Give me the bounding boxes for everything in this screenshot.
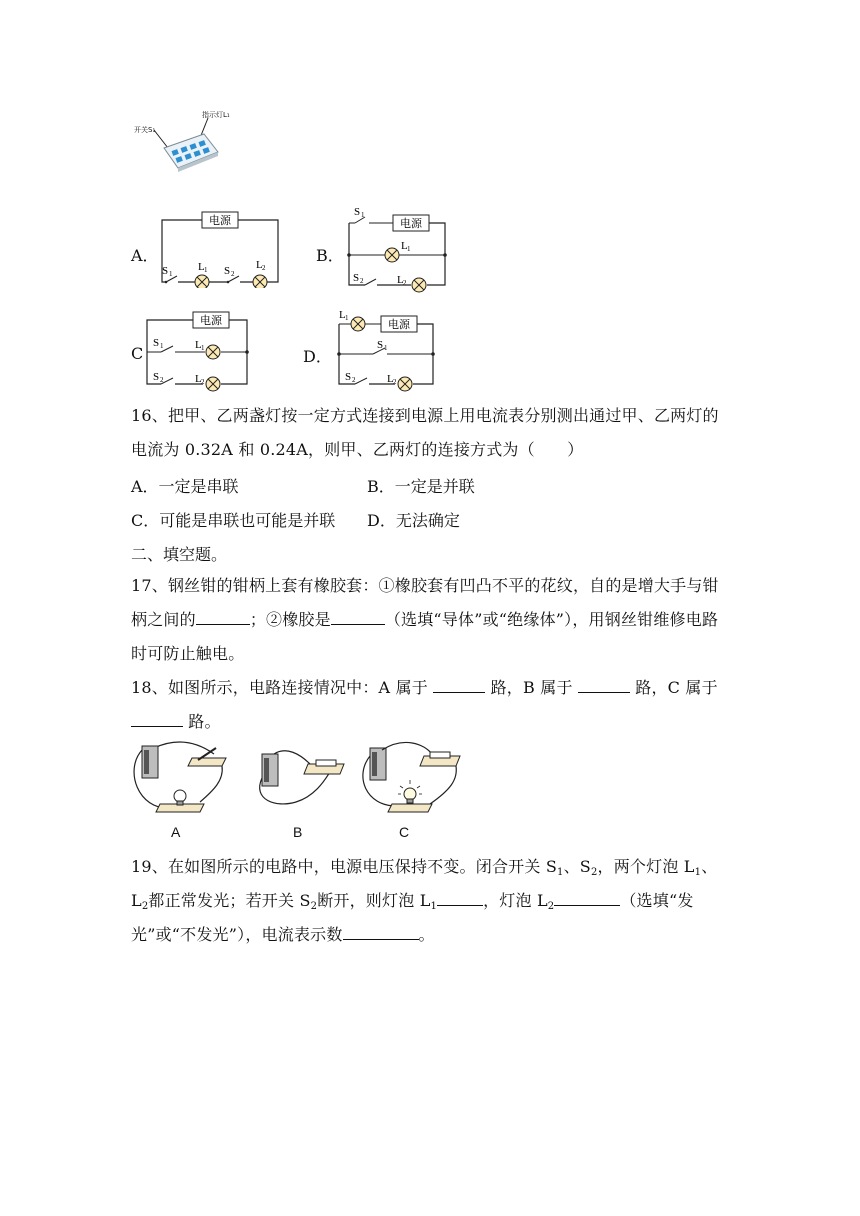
svg-text:L: L <box>256 259 263 271</box>
indicator-l1-label: 指示灯L₁ <box>202 111 230 119</box>
svg-text:2: 2 <box>352 376 356 384</box>
switch-s1-label: 开关S₁ <box>134 126 156 134</box>
svg-text:S: S <box>377 339 384 351</box>
svg-text:电源: 电源 <box>200 315 222 327</box>
q15-option-a-label: A． <box>131 246 159 265</box>
q16-question: 16、把甲、乙两盏灯按一定方式连接到电源上用电流表分别测出通过甲、乙两灯的电流为 0.32A 和 0.24A，则甲、乙两灯的连接方式为（ ） <box>131 406 719 459</box>
q18-blank-b[interactable] <box>578 678 630 693</box>
svg-text:1: 1 <box>201 344 205 352</box>
svg-text:S: S <box>162 265 169 277</box>
q17-text-1: 17、钢丝钳的钳柄上套有橡胶套：①橡胶套有凹凸不平的花纹，自的是增大手与钳柄之间的 <box>131 576 719 629</box>
q18-text-1: 18、如图所示，电路连接情况中：A 属于 <box>131 678 429 697</box>
svg-text:L: L <box>195 339 202 351</box>
q19-text-2: 、S <box>563 857 591 876</box>
q19-text-4: 、L <box>131 857 718 910</box>
svg-text:S: S <box>224 265 231 277</box>
svg-text:2: 2 <box>201 378 205 386</box>
svg-text:2: 2 <box>403 279 407 287</box>
q18-figure-b <box>256 748 346 810</box>
svg-text:L: L <box>339 309 346 321</box>
svg-text:1: 1 <box>361 211 365 219</box>
q19-text-3: ，两个灯泡 L <box>597 857 695 876</box>
q17-text-2: ；②橡胶是 <box>249 610 331 629</box>
q15-option-d-label: D． <box>303 347 332 366</box>
q18-label-c: C <box>399 824 410 840</box>
q15-circuit-d <box>333 306 437 396</box>
svg-text:2: 2 <box>360 277 364 285</box>
q19-text-8: （选填“发光”或“不发光”），电流表示数 <box>131 891 694 944</box>
q18-label-a: A <box>171 824 181 840</box>
q18-text-2: 路，B 属于 <box>490 678 573 697</box>
svg-text:S: S <box>153 337 160 349</box>
svg-text:1: 1 <box>204 266 208 274</box>
q17-text-3: （选填“导体”或“绝缘体”），用钢丝钳维修电路时可防止触电。 <box>131 610 719 663</box>
svg-text:S: S <box>353 272 360 284</box>
q18-blank-a[interactable] <box>433 678 485 693</box>
svg-text:1: 1 <box>345 314 349 322</box>
q18-blank-c[interactable] <box>131 712 183 727</box>
q18-figure-c <box>358 740 462 816</box>
svg-text:L: L <box>198 261 205 273</box>
q18-text-3: 路，C 属于 <box>635 678 718 697</box>
svg-text:2: 2 <box>262 264 266 272</box>
q15-option-b-label: B． <box>316 246 344 265</box>
svg-text:L: L <box>387 373 394 385</box>
q19-sub: 1 <box>694 867 702 878</box>
q18-question <box>131 671 731 739</box>
svg-text:1: 1 <box>407 245 411 253</box>
q15-option-c-label: C <box>131 344 144 363</box>
svg-text:L: L <box>397 274 404 286</box>
q19-question <box>131 850 731 952</box>
q17-blank-2[interactable] <box>331 610 385 625</box>
q16-option-b[interactable]: B．一定是并联 <box>367 477 475 496</box>
q19-sub: 2 <box>141 901 149 912</box>
q15-circuit-b <box>343 205 449 297</box>
power-strip-figure <box>134 108 230 176</box>
power-label: 电源 <box>209 215 231 227</box>
q19-blank-ammeter[interactable] <box>343 925 419 940</box>
q18-text-4: 路。 <box>188 712 221 731</box>
svg-text:2: 2 <box>393 378 397 386</box>
svg-text:电源: 电源 <box>400 218 422 230</box>
q19-sub: 2 <box>547 901 555 912</box>
q18-figure-a <box>130 740 230 816</box>
q16-option-d[interactable]: D．无法确定 <box>367 511 460 530</box>
q19-text-1: 19、在如图所示的电路中，电源电压保持不变。闭合开关 S <box>131 857 558 876</box>
svg-text:1: 1 <box>169 270 173 278</box>
svg-text:L: L <box>195 373 202 385</box>
svg-text:S: S <box>354 206 361 218</box>
svg-text:2: 2 <box>231 270 235 278</box>
q19-text-7: ，灯泡 L <box>483 891 548 910</box>
q19-blank-l1[interactable] <box>437 891 483 906</box>
q15-circuit-c <box>143 308 251 396</box>
q19-text-5: 都正常发光；若开关 S <box>148 891 311 910</box>
q19-sub: 2 <box>590 867 598 878</box>
q15-circuit-a <box>158 208 284 288</box>
svg-text:S: S <box>345 371 352 383</box>
svg-text:L: L <box>401 240 408 252</box>
q19-text-6: 断开，则灯泡 L <box>317 891 431 910</box>
q19-sub: 2 <box>310 901 318 912</box>
svg-text:1: 1 <box>384 344 388 352</box>
q18-label-b: B <box>293 824 303 840</box>
q17-question <box>131 569 731 671</box>
svg-text:1: 1 <box>160 342 164 350</box>
svg-text:2: 2 <box>160 376 164 384</box>
q17-blank-1[interactable] <box>196 610 250 625</box>
q19-sub: 1 <box>557 867 564 878</box>
q16-option-c[interactable]: C．可能是串联也可能是并联 <box>131 511 336 530</box>
svg-text:电源: 电源 <box>388 319 410 331</box>
section-heading: 二、填空题。 <box>131 545 228 564</box>
q19-text-9: 。 <box>418 925 435 944</box>
svg-text:S: S <box>153 371 160 383</box>
q19-sub: 1 <box>430 901 438 912</box>
q19-blank-l2[interactable] <box>554 891 620 906</box>
q16-option-a[interactable]: A．一定是串联 <box>131 477 239 496</box>
